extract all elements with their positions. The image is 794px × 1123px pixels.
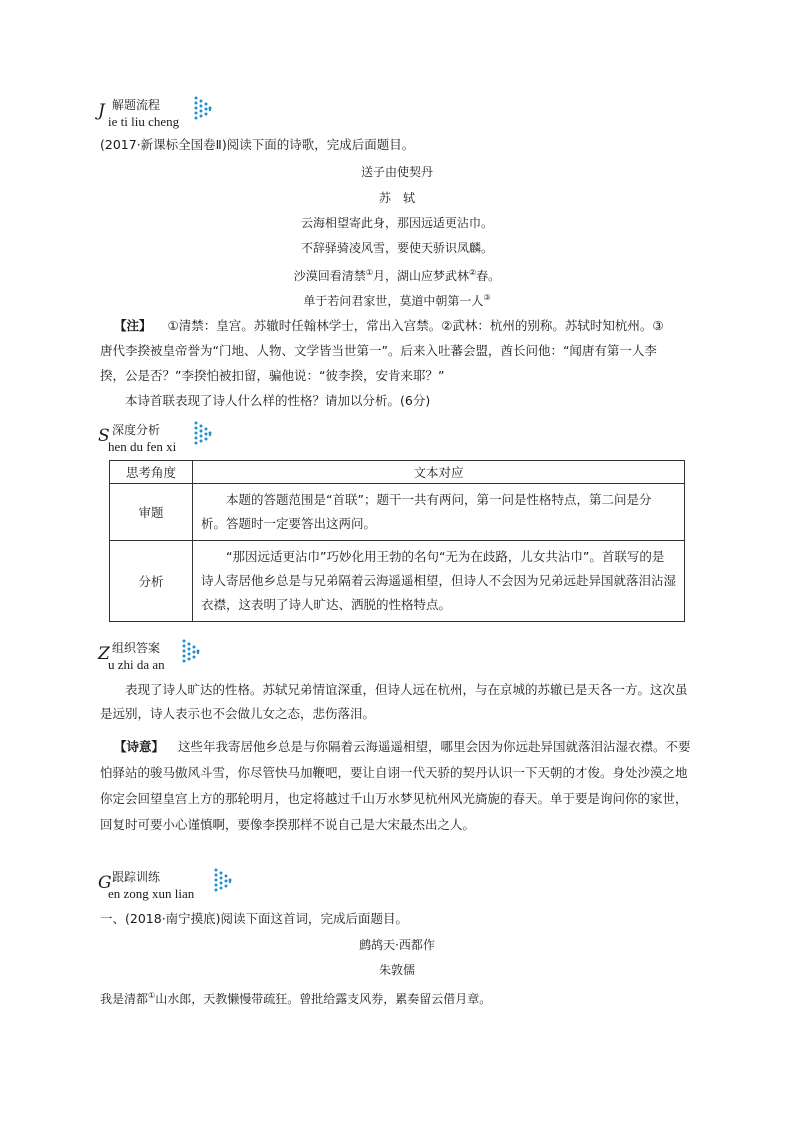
- poem-line-4: 单于若问君家世，莫道中朝第一人③: [303, 293, 491, 308]
- poem-line-3: 沙漠回看清禁①月，湖山应梦武林②春。: [293, 268, 501, 283]
- table-cell-text: “那因远适更沾巾”巧妙化用王勃的名句“无为在歧路，儿女共沾巾”。首联写的是诗人寄居他乡总是与兄弟隔着云海遥遥相望，但诗人不会因为兄弟远赴异国就落泪沾湿衣襟，这表明了诗人旷达、洒脱的性格特点。: [193, 541, 685, 622]
- section-initial: G: [98, 873, 112, 893]
- section-header-jieti: [98, 98, 298, 134]
- poem2-author: 朱敦儒: [378, 963, 415, 977]
- footnote-mark: ③: [483, 293, 491, 302]
- poem-title: 送子由使契丹: [360, 165, 433, 179]
- section-title: 深度分析: [112, 423, 161, 437]
- table-header-text: 文本对应: [193, 461, 685, 484]
- meaning-label: 【诗意】: [114, 739, 165, 754]
- note-line-3: 揆，公是否？”李揆怕被扣留，骗他说：“彼李揆，安肯来耶？”: [100, 368, 445, 383]
- section-initial: Z: [98, 644, 110, 664]
- poem-line-1: 云海相望寄此身，那因远适更沾巾。: [300, 216, 493, 230]
- section-title: 组织答案: [112, 641, 161, 655]
- section-pinyin: hen du fen xi: [108, 439, 177, 454]
- section-initial: S: [98, 426, 110, 446]
- section-title: 解题流程: [112, 98, 161, 112]
- section-header-genzong: [98, 870, 298, 906]
- footnote-mark: ②: [469, 268, 477, 277]
- table-cell-text: 本题的答题范围是“首联”；题干一共有两问，第一问是性格特点，第二问是分析。答题时一定要答出这两问。: [193, 484, 685, 541]
- poem-author: 苏 轼: [378, 191, 415, 205]
- question-prompt: 本诗首联表现了诗人什么样的性格？请加以分析。(6分): [125, 393, 431, 408]
- chevron-dots-icon: [194, 421, 212, 447]
- table-cell-angle: 审题: [110, 484, 193, 541]
- table-row: [110, 484, 685, 541]
- footnote-mark: ①: [365, 268, 373, 277]
- chevron-dots-icon: [214, 868, 232, 894]
- footnote-mark: ①: [148, 991, 156, 1000]
- poem-line-2: 不辞驿骑凌风雪，要使天骄识凤麟。: [300, 241, 493, 255]
- note-line-1: 【注】 ①清禁：皇宫。苏辙时任翰林学士，常出入宫禁。②武林：杭州的别称。苏轼时知杭州。③: [114, 318, 664, 333]
- table-cell-angle: 分析: [110, 541, 193, 622]
- analysis-table: [109, 460, 685, 622]
- table-row: [110, 541, 685, 622]
- answer-text: 表现了诗人旷达的性格。苏轼兄弟情谊深重，但诗人远在杭州，与在京城的苏辙已是天各一方。这次虽是远别，诗人表示也不会做儿女之态，悲伤落泪。: [100, 682, 688, 721]
- poem-meaning: 【诗意】 这些年我寄居他乡总是与你隔着云海遥遥相望，哪里会因为你远赴异国就落泪沾湿衣襟。不要怕驿站的骏马傲风斗雪，你尽管快马加鞭吧，要让自诩一代天骄的契丹认识一下天朝的才俊。身处沙漠之地你定会回望皇宫上方的那轮明月，也定将越过千山万水梦见杭州风光旖旎的春天。单于要是询问你的家世，回复时可要小心谨慎啊，要像李揆那样不说自己是大宋最杰出之人。: [100, 739, 691, 832]
- section-pinyin: u zhi da an: [108, 657, 165, 672]
- section-header-zuzhi: [98, 641, 298, 677]
- section-pinyin: ie ti liu cheng: [108, 114, 180, 129]
- table-header-row: [110, 461, 685, 484]
- poem2-title: 鹧鸪天·西都作: [359, 938, 435, 952]
- section-title: 跟踪训练: [112, 870, 161, 884]
- section-header-shendu: [98, 423, 298, 459]
- table-header-angle: 思考角度: [110, 461, 193, 484]
- question2-intro: 一、(2018·南宁摸底)阅读下面这首词，完成后面题目。: [100, 911, 409, 926]
- poem2-line-1: 我是清都①山水郎，天教懒慢带疏狂。曾批给露支风券，累奏留云借月章。: [100, 991, 492, 1006]
- section-pinyin: en zong xun lian: [108, 886, 195, 901]
- question-intro: (2017·新课标全国卷Ⅱ)阅读下面的诗歌，完成后面题目。: [100, 137, 415, 152]
- chevron-dots-icon: [194, 96, 212, 122]
- note-label: 【注】: [114, 318, 152, 333]
- chevron-dots-icon: [182, 639, 200, 665]
- section-initial: J: [98, 101, 105, 121]
- note-line-2: 唐代李揆被皇帝誉为“门地、人物、文学皆当世第一”。后来入吐蕃会盟，酋长问他：“闻唐有第一人李: [100, 343, 657, 358]
